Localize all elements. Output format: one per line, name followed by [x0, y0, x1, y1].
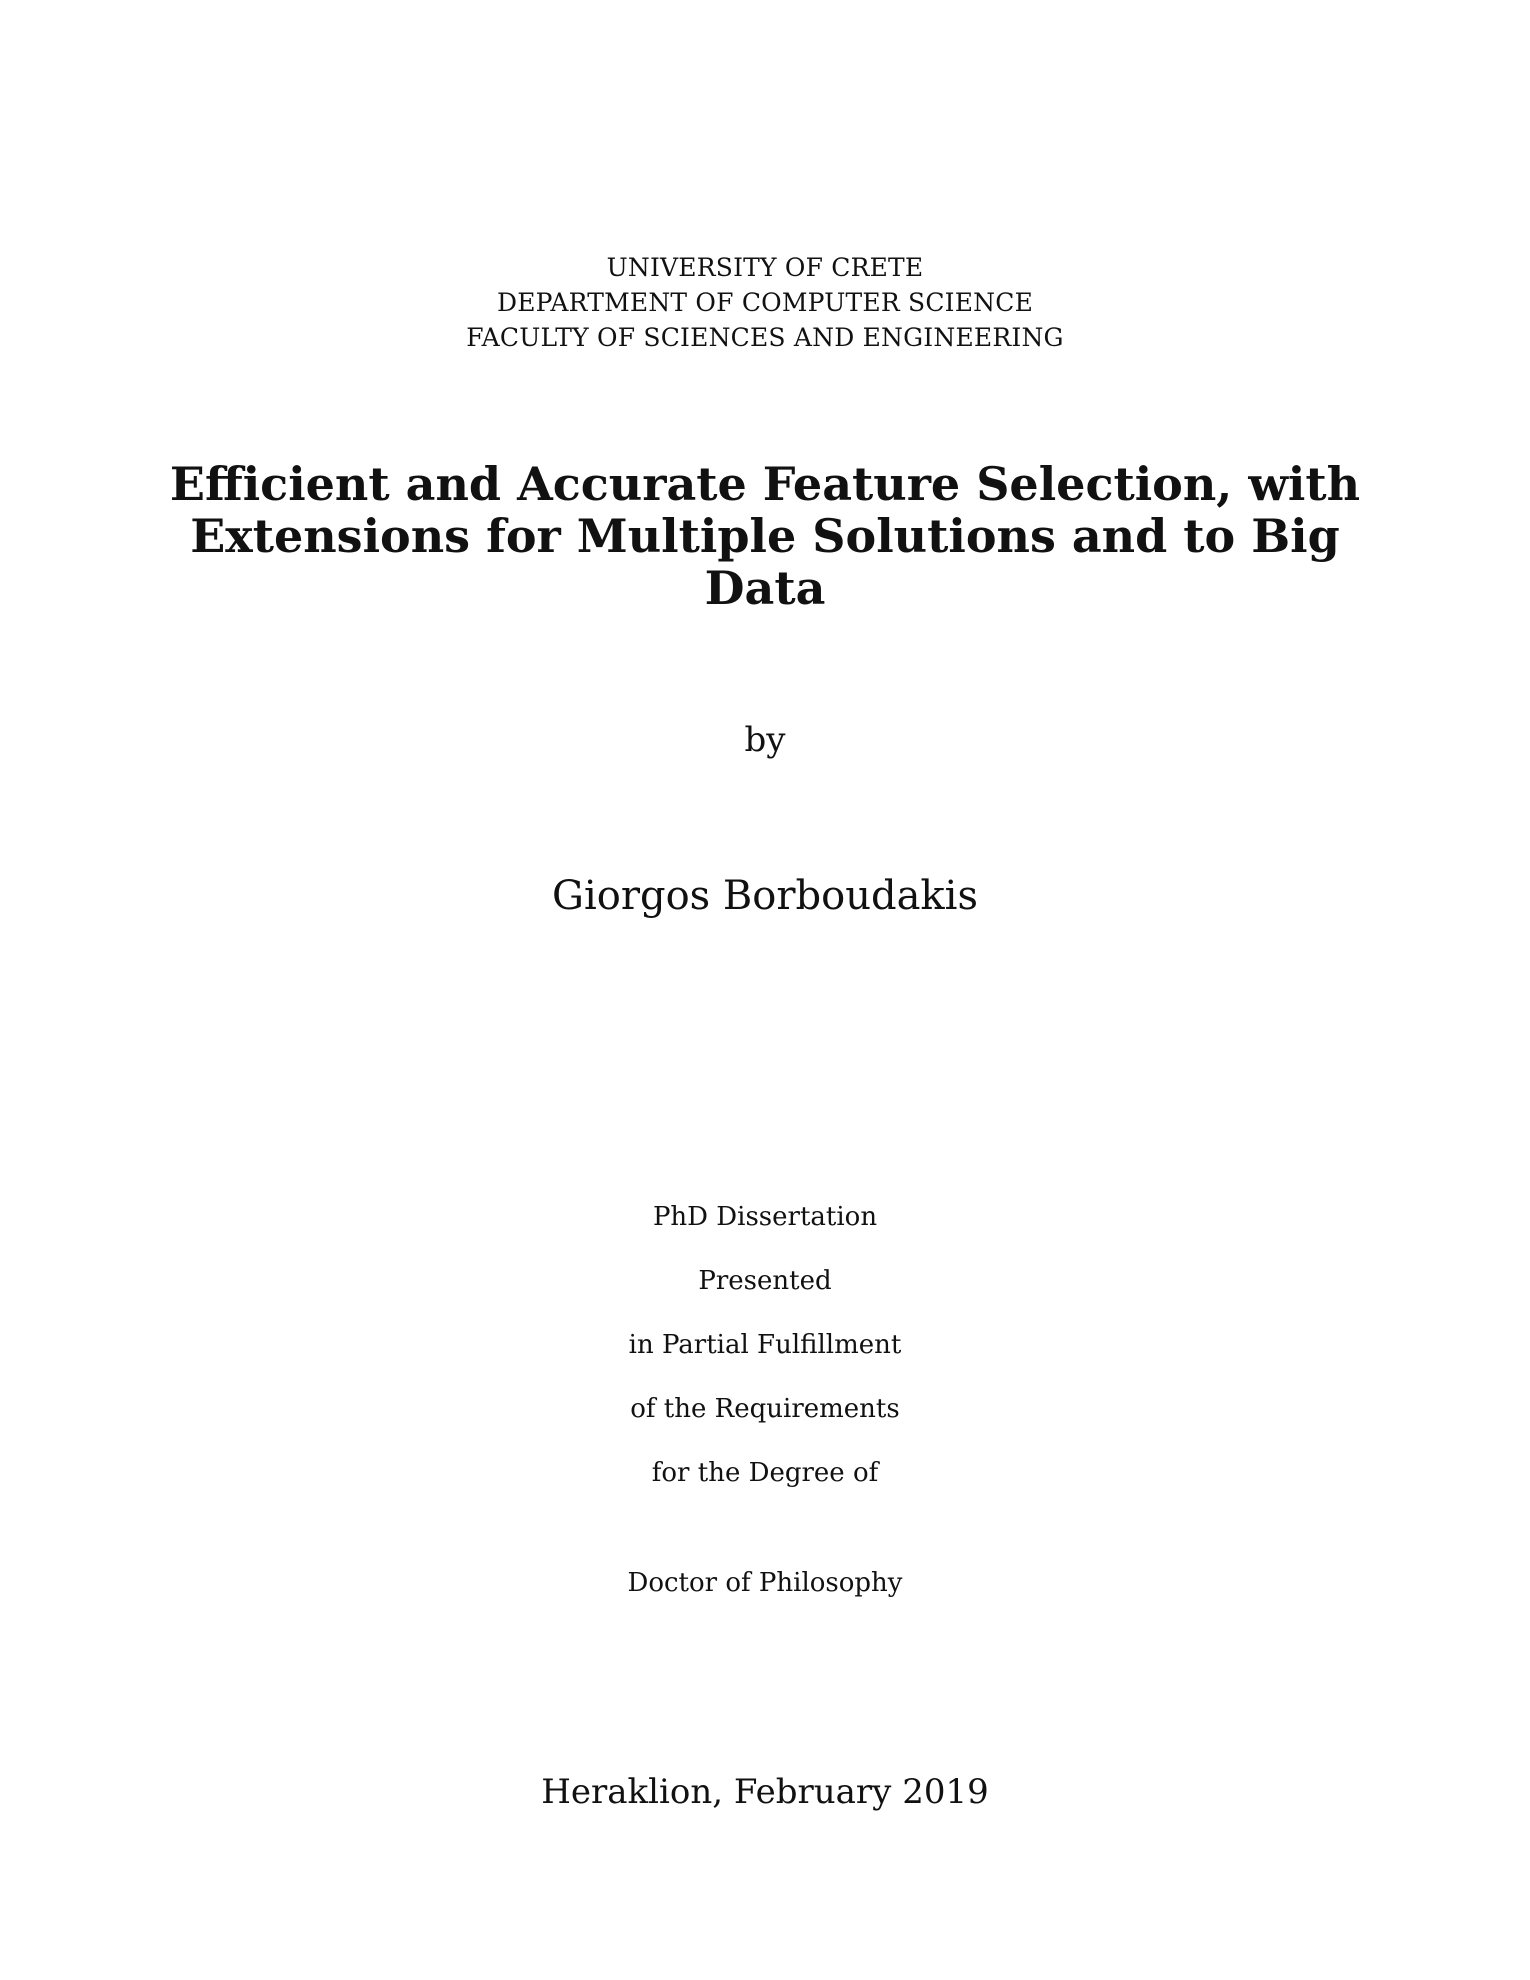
- submission-line: of the Requirements: [630, 1394, 900, 1424]
- submission-line: Presented: [698, 1266, 832, 1296]
- dissertation-title: [0, 458, 1530, 614]
- institution-block: [0, 250, 1530, 355]
- submission-line: PhD Dissertation: [652, 1202, 878, 1232]
- place-and-date: Heraklion, February 2019: [541, 1772, 989, 1812]
- by-label: by: [744, 720, 786, 760]
- title-line: Data: [704, 561, 826, 615]
- title-line: Extensions for Multiple Solutions and to Big: [190, 509, 1340, 563]
- submission-statement: [0, 1185, 1530, 1505]
- faculty-name: FACULTY OF SCIENCES AND ENGINEERING: [466, 323, 1064, 352]
- title-line: Efficient and Accurate Feature Selection, with: [169, 457, 1361, 511]
- university-name: UNIVERSITY OF CRETE: [606, 253, 924, 282]
- department-name: DEPARTMENT OF COMPUTER SCIENCE: [496, 288, 1034, 317]
- submission-line: for the Degree of: [651, 1458, 879, 1488]
- degree-name: Doctor of Philosophy: [627, 1568, 903, 1598]
- author-name: Giorgos Borboudakis: [552, 873, 978, 919]
- submission-line: in Partial Fulfillment: [628, 1330, 902, 1360]
